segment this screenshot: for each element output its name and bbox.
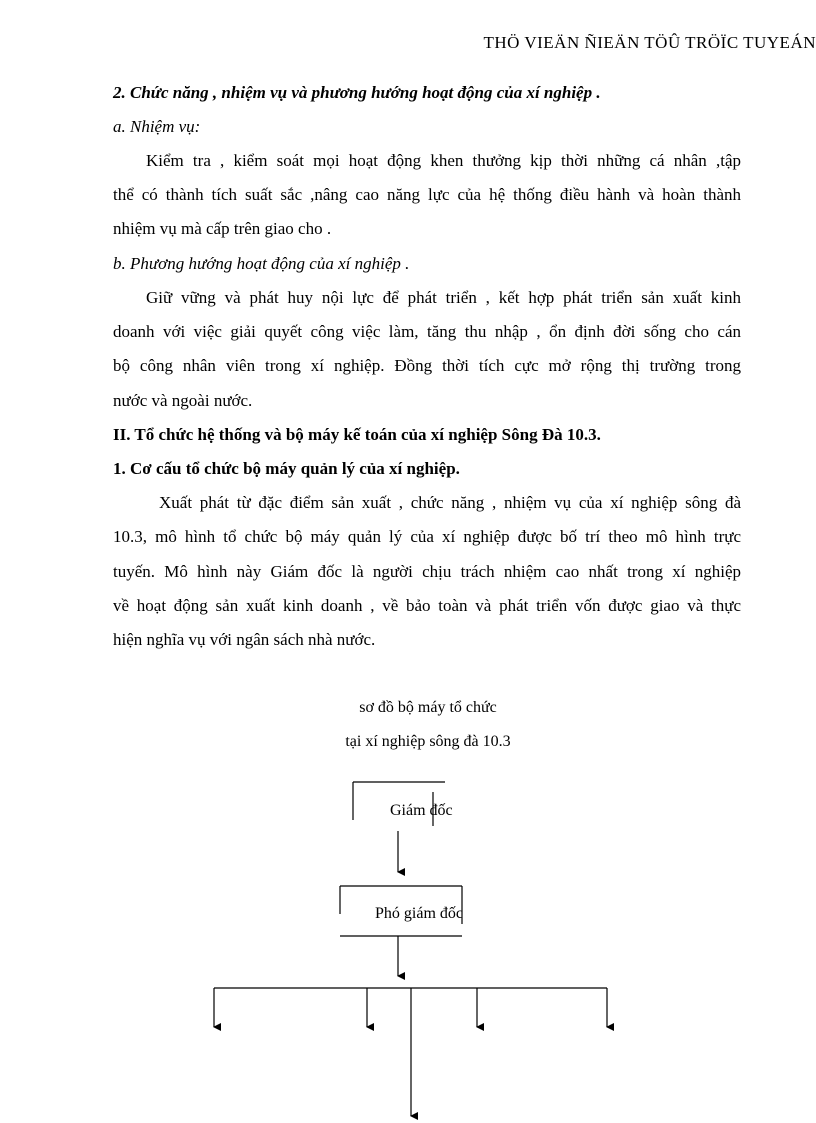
paragraph-line: doanh với việc giải quyết công việc làm, tăng thu nhập , ổn định đời sống cho cán: [113, 322, 741, 341]
paragraph-line: Giữ vững và phát huy nội lực để phát triển , kết hợp phát triển sản xuất kinh: [146, 288, 741, 307]
paragraph-line: tuyến. Mô hình này Giám đốc là người chịu trách nhiệm cao nhất trong xí nghiệp: [113, 562, 741, 581]
paragraph-line: nước và ngoài nước.: [113, 391, 253, 410]
section-II-1-heading: 1. Cơ cấu tổ chức bộ máy quản lý của xí nghiệp.: [113, 459, 460, 478]
paragraph-line: thể có thành tích suất sắc ,nâng cao năng lực của hệ thống điều hành và hoàn thành: [113, 185, 741, 204]
paragraph-line: nhiệm vụ mà cấp trên giao cho .: [113, 219, 332, 238]
paragraph-line: bộ công nhân viên trong xí nghiệp. Đồng thời tích cực mở rộng thị trường trong: [113, 356, 741, 375]
section-II-heading: II. Tổ chức hệ thống và bộ máy kế toán của xí nghiệp Sông Đà 10.3.: [113, 425, 601, 444]
deputy-node-label: Phó giám đốc: [375, 905, 463, 922]
paragraph-line: về hoạt động sản xuất kinh doanh , về bảo toàn và phát triển vốn được giao và thực: [113, 596, 741, 615]
paragraph-line: hiện nghĩa vụ với ngân sách nhà nước.: [113, 630, 376, 649]
paragraph-line: Kiểm tra , kiểm soát mọi hoạt động khen thưởng kịp thời những cá nhân ,tập: [146, 151, 741, 170]
diagram-title-line-2: tại xí nghiệp sông đà 10.3: [345, 733, 511, 750]
section-2-heading: 2. Chức năng , nhiệm vụ và phương hướng hoạt động của xí nghiệp .: [113, 83, 601, 102]
subsection-a-label: a. Nhiệm vụ:: [113, 117, 201, 136]
paragraph-line: Xuất phát từ đặc điểm sản xuất , chức năng , nhiệm vụ của xí nghiệp sông đà: [159, 493, 741, 512]
diagram-title-line-1: sơ đồ bộ máy tổ chức: [359, 699, 497, 716]
director-node-label: Giám đốc: [390, 802, 453, 819]
page-header-title: THÖ VIEÄN ÑIEÄN TÖÛ TRÖÏC TUYEÁN: [483, 33, 816, 52]
paragraph-line: 10.3, mô hình tổ chức bộ máy quản lý của xí nghiệp được bố trí theo mô hình trực: [113, 527, 741, 546]
subsection-b-label: b. Phương hướng hoạt động của xí nghiệp .: [113, 254, 410, 273]
